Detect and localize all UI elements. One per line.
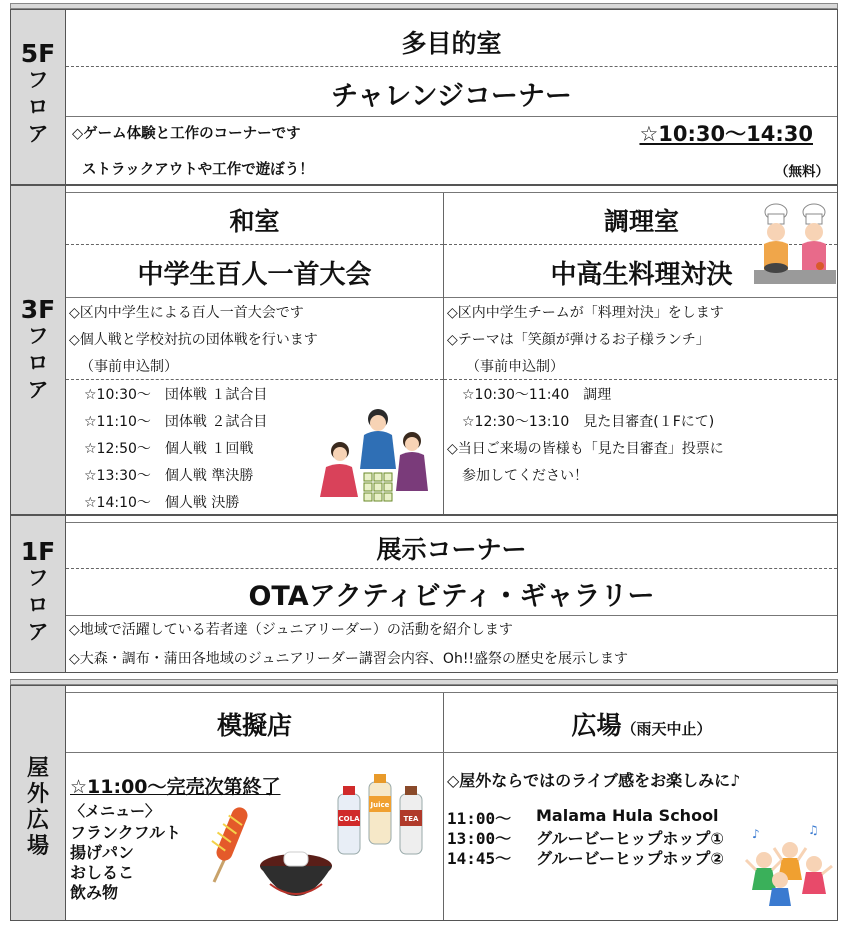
floor-5f-label: 5F フ ロ ア (20, 39, 56, 146)
menu-item: フランクフルト (70, 823, 182, 842)
outdoor-panel (65, 685, 838, 921)
divider (66, 379, 443, 380)
schedule-item: ☆12:50～ 個人戦 １回戦 (84, 441, 254, 457)
svg-text:♫: ♫ (808, 823, 819, 837)
plaza-description: ◇屋外ならではのライブ感をお楽しみに♪ (447, 771, 741, 790)
top-rule (66, 192, 837, 193)
divider (444, 379, 837, 380)
schedule-item: ☆13:30～ 個人戦 準決勝 (84, 468, 254, 484)
floor-3f-panel (65, 185, 838, 515)
floor-1f-label-cell (10, 515, 66, 673)
room-title-stall: 模擬店 (216, 711, 292, 740)
description-line: （事前申込制） (80, 359, 178, 375)
outdoor-label-cell (10, 685, 66, 921)
fee-note: （無料） (775, 164, 829, 180)
description-line: ◇区内中学生による百人一首大会です (69, 305, 304, 321)
schedule-item: ☆10:30～11:40 調理 (462, 387, 612, 403)
description-line: ◇ゲーム体験と工作のコーナーです (72, 126, 301, 142)
divider (66, 615, 837, 616)
room-title-plaza (444, 706, 839, 742)
schedule-item: ☆14:10～ 個人戦 決勝 (84, 495, 240, 511)
schedule-item: ◇当日ご来場の皆様も「見た目審査」投票に (447, 441, 724, 457)
divider (66, 116, 837, 117)
menu-item: 飲み物 (70, 883, 119, 902)
room-title-exhibit: 展示コーナー (376, 535, 527, 564)
description-line: ◇テーマは「笑顔が弾けるお子様ランチ」 (447, 332, 710, 348)
event-title-cooking: 中高生料理対決 (550, 260, 733, 290)
performance-act: グルービーヒップホップ① (536, 829, 724, 848)
rain-note: （雨天中止） (621, 720, 712, 738)
schedule-item: ☆12:30～13:10 見た目審査(１Fにて) (462, 414, 715, 430)
schedule-item: ☆10:30～ 団体戦 １試合目 (84, 387, 268, 403)
bottle-label: COLA (338, 815, 360, 823)
divider (66, 297, 443, 298)
svg-text:♪: ♪ (752, 827, 760, 841)
performance-time: 11:00～ (447, 809, 512, 828)
event-title: チャレンジコーナー (331, 81, 572, 112)
performance-act: Malama Hula School (536, 806, 719, 825)
top-rule (66, 692, 837, 693)
event-title-hyakunin: 中学生百人一首大会 (137, 260, 372, 290)
menu-title: 〈メニュー〉 (70, 802, 161, 820)
floor-5f-label-cell (10, 9, 66, 185)
stall-time: ☆11:00～完売次第終了 (70, 776, 281, 798)
karuta-players-illustration (316, 401, 436, 506)
description-line: （事前申込制） (466, 359, 564, 375)
floor-1f-label: 1F フ ロ ア (20, 537, 56, 644)
schedule-item: ☆11:10～ 団体戦 ２試合目 (84, 414, 268, 430)
menu-item: おしるこ (70, 863, 135, 882)
schedule-item: 参加してください！ (462, 468, 588, 484)
top-rule (66, 522, 837, 523)
floor-5f-panel (65, 9, 838, 185)
floor-3f-label-cell (10, 185, 66, 515)
column-divider (443, 192, 444, 514)
bottle-label: TEA (403, 815, 419, 823)
divider (66, 244, 443, 245)
oshiruko-bowl-illustration (256, 844, 336, 906)
floor-3f-label: 3F フ ロ ア (20, 295, 56, 402)
frankfurter-illustration (202, 804, 262, 884)
description-line: ◇個人戦と学校対抗の団体戦を行います (69, 332, 318, 348)
floor-1f-panel (65, 515, 838, 673)
chefs-illustration (754, 202, 836, 290)
event-title-gallery: OTAアクティビティ・ギャラリー (248, 581, 655, 612)
divider (444, 297, 837, 298)
room-title: 多目的室 (401, 29, 502, 58)
divider (66, 752, 837, 753)
room-title-cooking: 調理室 (603, 207, 679, 236)
drink-bottles-illustration (336, 774, 426, 858)
outdoor-label: 屋 外 広 場 (26, 756, 49, 859)
plaza-title: 広場 (571, 711, 622, 740)
performance-act: グルービーヒップホップ② (536, 849, 724, 868)
description-line: ◇大森・調布・蒲田各地域のジュニアリーダー講習会内容、Oh!!盛祭の歴史を展示します (69, 651, 629, 667)
divider (66, 568, 837, 569)
performance-time: 13:00～ (447, 829, 512, 848)
description-line: ストラックアウトや工作で遊ぼう！ (82, 162, 314, 178)
description-line: ◇区内中学生チームが「料理対決」をします (447, 305, 724, 321)
divider (66, 66, 837, 67)
event-time: ☆10:30～14:30 (639, 122, 813, 146)
menu-item: 揚げパン (70, 843, 135, 862)
performance-time: 14:45～ (447, 849, 512, 868)
bottle-label: Juice (370, 801, 390, 809)
description-line: ◇地域で活躍している若者達（ジュニアリーダー）の活動を紹介します (69, 622, 513, 638)
dancers-illustration (744, 824, 836, 910)
room-title-washitsu: 和室 (229, 207, 280, 236)
